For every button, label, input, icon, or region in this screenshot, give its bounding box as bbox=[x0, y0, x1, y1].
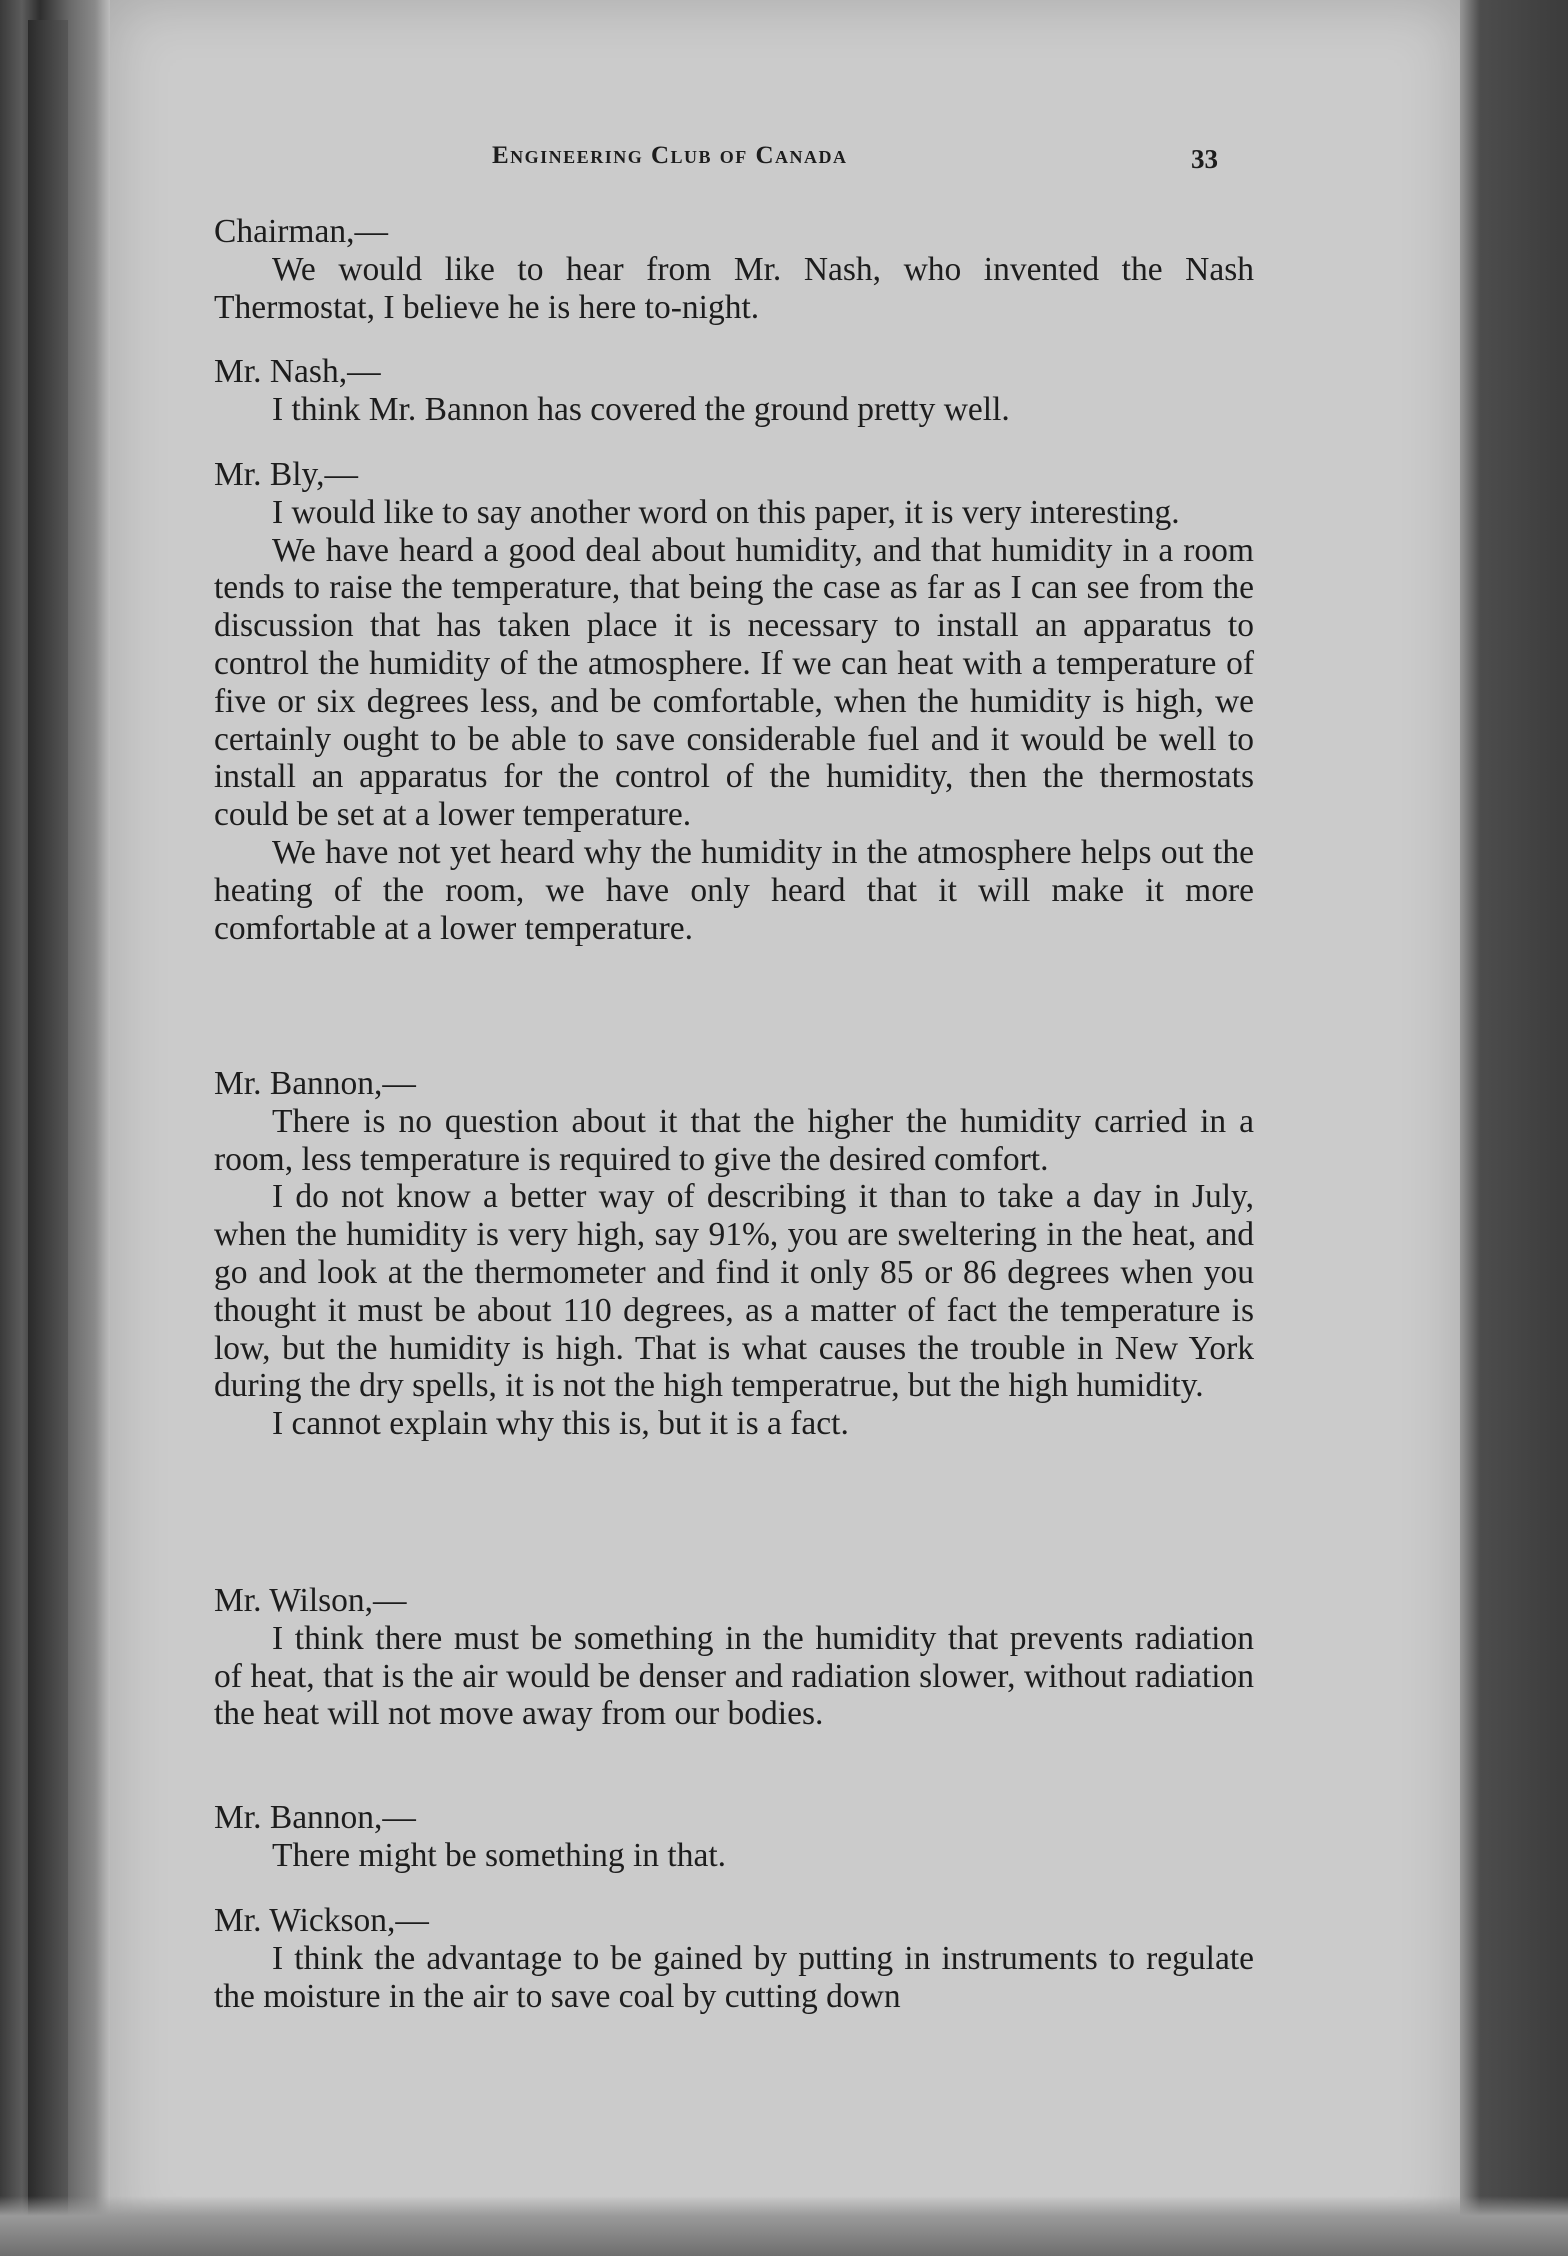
paragraph: I think Mr. Bannon has covered the ground pretty well. bbox=[272, 390, 1010, 428]
entry-chairman bbox=[214, 213, 1254, 326]
entry-bannon bbox=[214, 1065, 1254, 1443]
entry-bly bbox=[214, 456, 1254, 947]
paragraph: I would like to say another word on this paper, it is very interesting. bbox=[272, 493, 1180, 531]
paragraph: I cannot explain why this is, but it is a fact. bbox=[272, 1405, 849, 1443]
paragraph: I think the advantage to be gained by putting in instruments to regulate the moisture in the air to save coal by cutting down bbox=[214, 1939, 1254, 2015]
paragraph: We have heard a good deal about humidity, and that humidity in a room tends to raise the temperature, that being the case as far as I can see from the discussion that has taken place it is necessary to install an apparatus to control the humidity of the atmosphere. If we can heat with a temperature of five or six degrees less, and be comfortable, when the humidity is high, we certainly ought to be able to save considerable fuel and it would be well to install an apparatus for the control of the humidity, then the thermostats could be set at a lower temperature. bbox=[214, 531, 1254, 834]
speaker-label: Mr. Wickson,— bbox=[214, 1902, 429, 1939]
paragraph: There is no question about it that the higher the humidity carried in a room, less temperature is required to give the desired comfort. bbox=[214, 1102, 1254, 1178]
speaker-label: Chairman,— bbox=[214, 213, 388, 250]
speaker-label: Mr. Bannon,— bbox=[214, 1065, 416, 1102]
speaker-label: Mr. Bly,— bbox=[214, 456, 358, 493]
speaker-label: Mr. Bannon,— bbox=[214, 1799, 416, 1836]
running-head bbox=[214, 142, 1254, 182]
paragraph: We would like to hear from Mr. Nash, who invented the Nash Thermostat, I believe he is here to-night. bbox=[214, 250, 1254, 326]
speaker-label: Mr. Wilson,— bbox=[214, 1582, 407, 1619]
entry-wilson bbox=[214, 1582, 1254, 1733]
entry-wickson bbox=[214, 1902, 1254, 2015]
entry-bannon-2 bbox=[214, 1799, 1254, 1875]
page-number: 33 bbox=[1191, 144, 1218, 174]
speaker-label: Mr. Nash,— bbox=[214, 353, 381, 390]
paragraph: I think there must be something in the humidity that prevents radiation of heat, that is the air would be denser and radiation slower, without radiation the heat will not move away from our bodies. bbox=[214, 1619, 1254, 1733]
running-title: Engineering Club of Canada bbox=[492, 142, 848, 169]
paragraph: I do not know a better way of describing it than to take a day in July, when the humidity is very high, say 91%, you are sweltering in the heat, and go and look at the thermometer and find it only 85 or 86 degrees when you thought it must be about 110 degrees, as a matter of fact the temperature is low, but the humidity is high. That is what causes the trouble in New York during the dry spells, it is not the high temperatrue, but the high humidity. bbox=[214, 1178, 1254, 1405]
entry-nash bbox=[214, 353, 1254, 429]
page-bottom-edge bbox=[0, 2196, 1568, 2256]
paragraph: There might be something in that. bbox=[272, 1836, 727, 1874]
paragraph: We have not yet heard why the humidity in the atmosphere helps out the heating of the room, we have only heard that it will make it more comfortable at a lower temperature. bbox=[214, 833, 1254, 947]
book-spine-edge bbox=[28, 20, 68, 2220]
